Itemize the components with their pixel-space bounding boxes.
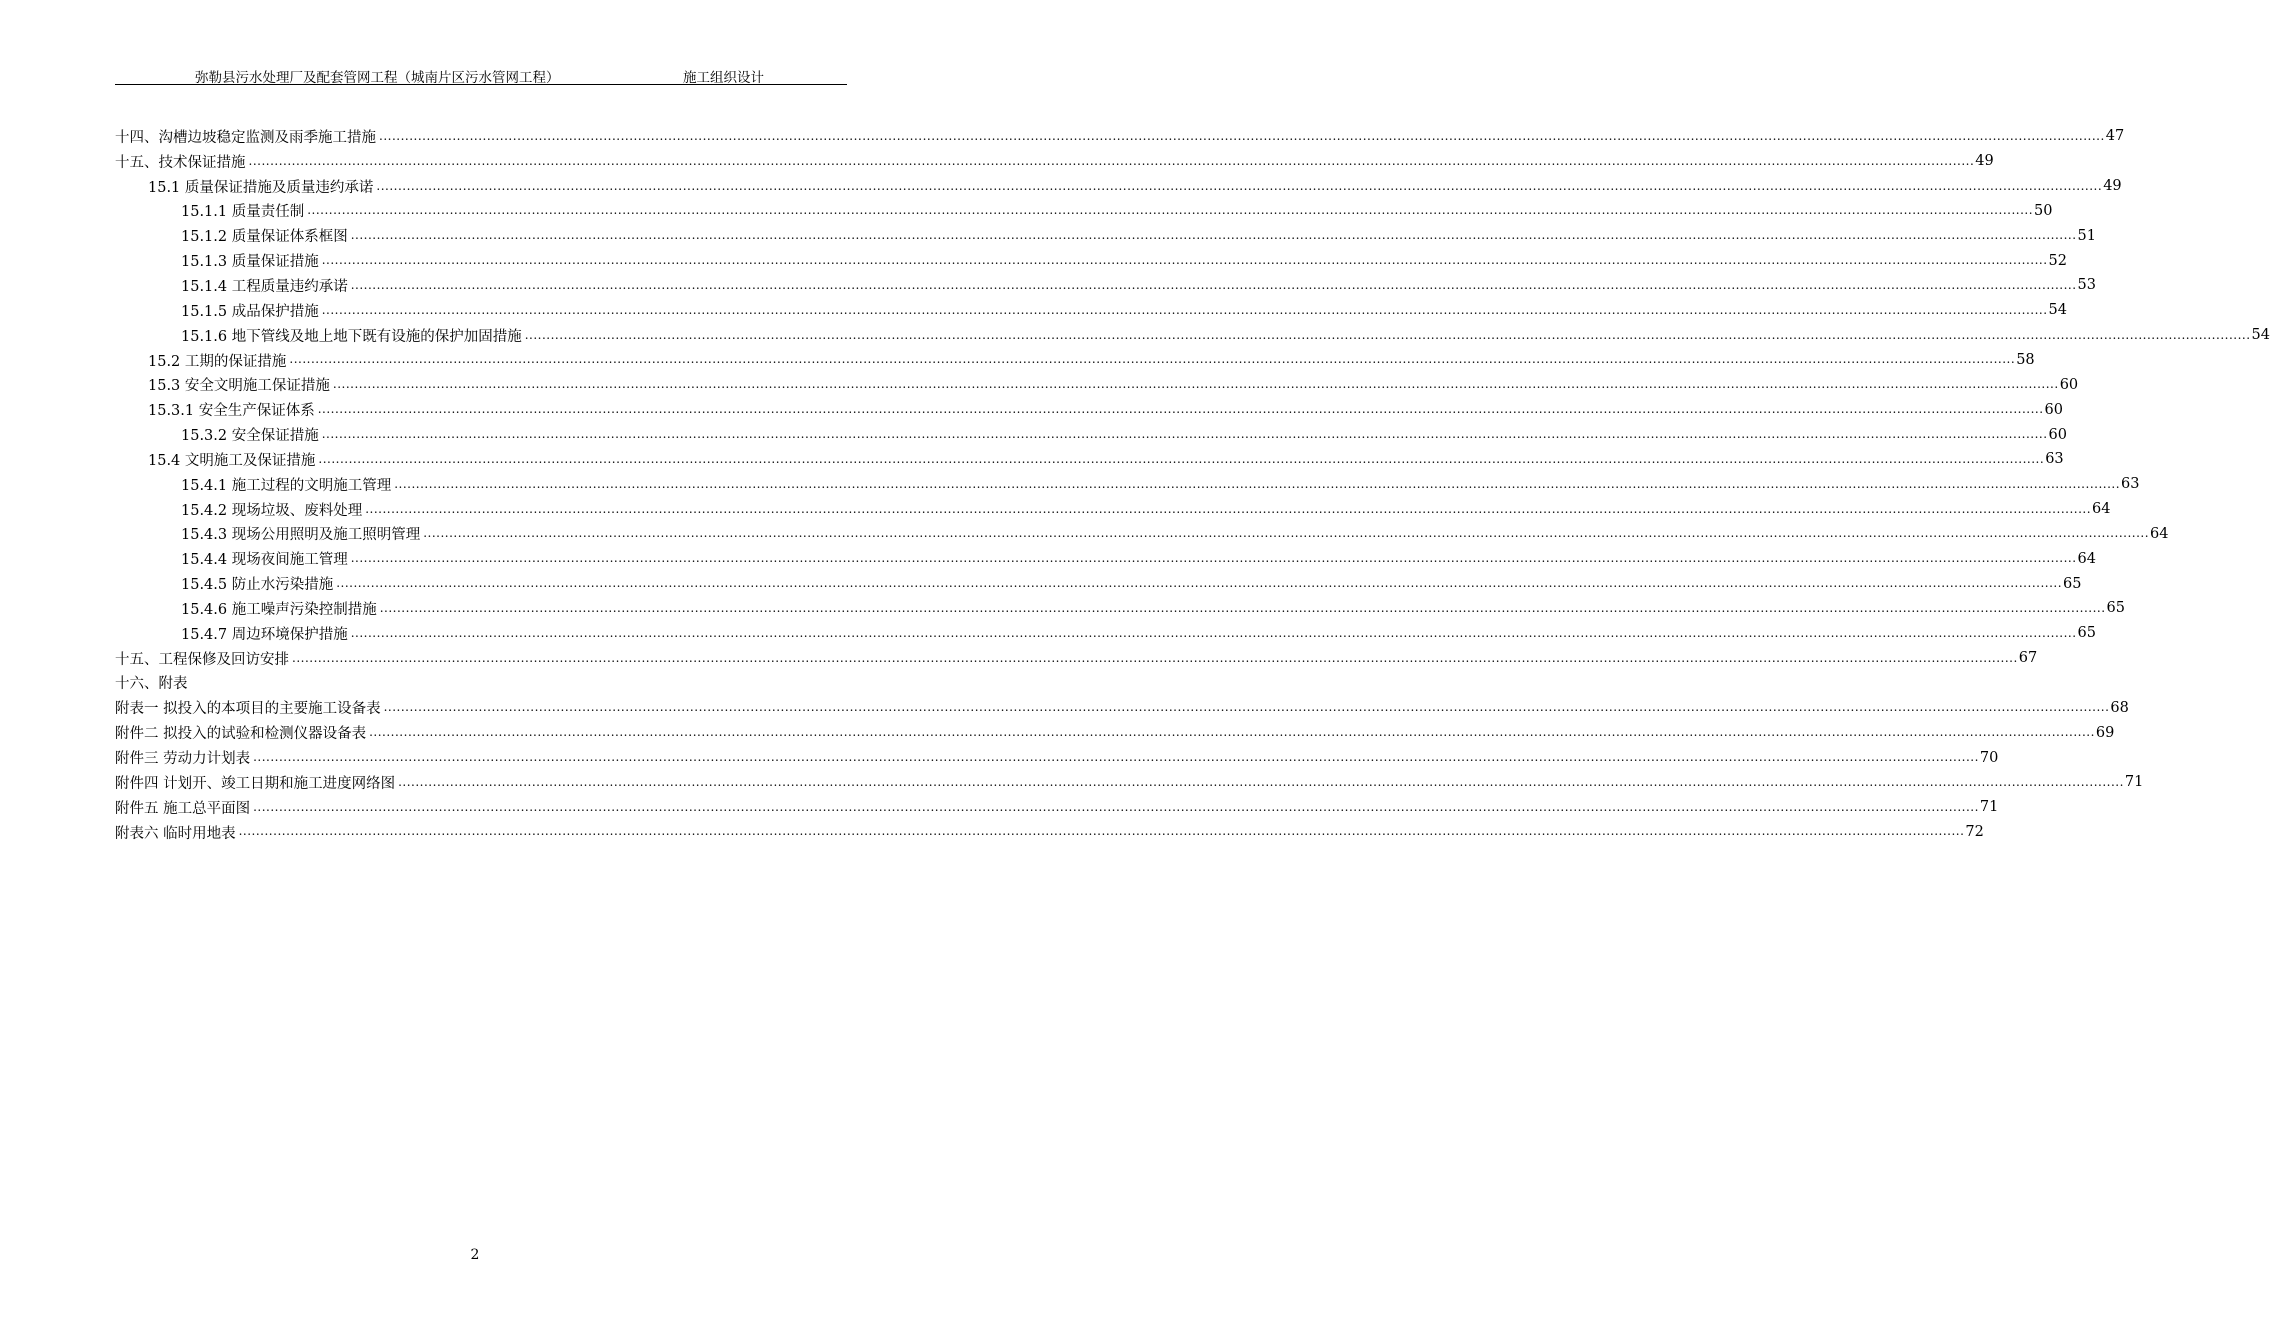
toc-entry[interactable]: [115, 646, 2038, 671]
toc-entry-title: 15.4.3 现场公用照明及施工照明管理: [181, 527, 421, 544]
toc-entry-page-number: 52: [2048, 252, 2067, 269]
toc-entry[interactable]: [115, 795, 1999, 820]
toc-entry-title: 十四、沟槽边坡稳定监测及雨季施工措施: [115, 129, 376, 146]
toc-entry[interactable]: [115, 174, 2122, 199]
toc-dot-leader: ................................................................................................................................................................................................................................................................................................................................................................................................................: [383, 700, 2110, 715]
toc-dot-leader: ................................................................................................................................................................................................................................................................................................................................................................................................................: [248, 153, 1975, 168]
table-of-contents: [115, 124, 2270, 844]
toc-entry[interactable]: [115, 397, 2063, 422]
toc-dot-leader: ................................................................................................................................................................................................................................................................................................................................................................................................................: [350, 228, 2077, 243]
toc-entry-page-number: 60: [2044, 401, 2063, 418]
toc-dot-leader: ................................................................................................................................................................................................................................................................................................................................................................................................................: [379, 128, 2105, 143]
toc-entry-title: 15.1.5 成品保护措施: [181, 303, 319, 320]
toc-entry[interactable]: [115, 248, 2067, 273]
toc-entry[interactable]: [115, 348, 2035, 373]
toc-entry-title: 15.4.1 施工过程的文明施工管理: [181, 477, 392, 494]
toc-entry-title: 附表一 拟投入的本项目的主要施工设备表: [115, 701, 381, 718]
toc-entry[interactable]: [115, 745, 1999, 770]
toc-entry[interactable]: [115, 820, 1984, 845]
toc-dot-leader: ................................................................................................................................................................................................................................................................................................................................................................................................................: [253, 799, 1979, 814]
toc-entry[interactable]: [115, 298, 2067, 323]
toc-dot-leader: ................................................................................................................................................................................................................................................................................................................................................................................................................: [350, 625, 2077, 640]
toc-entry[interactable]: [115, 546, 2096, 571]
toc-entry[interactable]: [115, 323, 2270, 348]
toc-entry-title: 十五、工程保修及回访安排: [115, 651, 289, 668]
toc-dot-leader: ................................................................................................................................................................................................................................................................................................................................................................................................................: [292, 650, 2018, 665]
toc-dot-leader: ................................................................................................................................................................................................................................................................................................................................................................................................................: [317, 402, 2044, 417]
toc-entry-page-number: 71: [2124, 774, 2144, 791]
toc-entry-title: 十五、技术保证措施: [115, 154, 246, 171]
toc-entry-page-number: 65: [2106, 600, 2125, 617]
page-number: 2: [470, 1247, 480, 1263]
toc-entry-page-number: 60: [2048, 426, 2067, 443]
toc-entry[interactable]: [115, 149, 1994, 174]
toc-dot-leader: ................................................................................................................................................................................................................................................................................................................................................................................................................: [369, 725, 2095, 740]
toc-entry-title: 附表六 临时用地表: [115, 825, 236, 842]
toc-entry[interactable]: [115, 571, 2082, 596]
toc-dot-leader: ................................................................................................................................................................................................................................................................................................................................................................................................................: [321, 302, 2048, 317]
toc-entry-page-number: 64: [2092, 501, 2111, 518]
toc-entry-title: 15.4 文明施工及保证措施: [148, 452, 316, 469]
toc-entry-page-number: 60: [2059, 376, 2079, 393]
toc-dot-leader: ................................................................................................................................................................................................................................................................................................................................................................................................................: [365, 501, 2092, 516]
toc-entry[interactable]: [115, 720, 2115, 745]
toc-dot-leader: ................................................................................................................................................................................................................................................................................................................................................................................................................: [350, 277, 2077, 292]
toc-entry[interactable]: [115, 223, 2096, 248]
page-header: [115, 62, 847, 85]
toc-dot-leader: ................................................................................................................................................................................................................................................................................................................................................................................................................: [253, 749, 1979, 764]
toc-dot-leader: ................................................................................................................................................................................................................................................................................................................................................................................................................: [398, 774, 2124, 789]
toc-entry-page-number: 67: [2018, 650, 2038, 667]
toc-entry[interactable]: [115, 273, 2096, 298]
toc-dot-leader: ................................................................................................................................................................................................................................................................................................................................................................................................................: [423, 526, 2150, 541]
toc-entry-title: 附件二 拟投入的试验和检测仪器设备表: [115, 726, 367, 743]
toc-entry-title: 15.4.7 周边环境保护措施: [181, 626, 348, 643]
toc-entry-title: 15.3.1 安全生产保证体系: [148, 403, 315, 420]
header-project-title: 弥勒县污水处理厂及配套管网工程（城南片区污水管网工程）: [195, 70, 560, 86]
toc-dot-leader: ................................................................................................................................................................................................................................................................................................................................................................................................................: [321, 253, 2048, 268]
toc-entry[interactable]: [115, 621, 2096, 646]
toc-entry-page-number: 63: [2045, 451, 2064, 468]
header-document-type: 施工组织设计: [683, 70, 764, 86]
toc-entry-page-number: 64: [2077, 550, 2096, 567]
toc-entry-title: 15.4.5 防止水污染措施: [181, 577, 334, 594]
toc-entry-page-number: 47: [2105, 128, 2125, 145]
toc-entry-page-number: 49: [1975, 153, 1994, 170]
toc-entry-page-number: 71: [1979, 799, 1999, 816]
toc-entry[interactable]: [115, 447, 2064, 472]
toc-entry-title: 15.1.1 质量责任制: [181, 204, 305, 221]
toc-entry[interactable]: [115, 124, 2125, 149]
toc-dot-leader: ................................................................................................................................................................................................................................................................................................................................................................................................................: [376, 178, 2103, 193]
toc-dot-leader: ................................................................................................................................................................................................................................................................................................................................................................................................................: [318, 451, 2045, 466]
toc-entry-page-number: 65: [2077, 625, 2096, 642]
toc-dot-leader: ................................................................................................................................................................................................................................................................................................................................................................................................................: [336, 576, 2063, 591]
toc-dot-leader: ................................................................................................................................................................................................................................................................................................................................................................................................................: [394, 476, 2121, 491]
toc-entry-page-number: 58: [2016, 352, 2035, 369]
toc-entry-title: 15.1.2 质量保证体系框图: [181, 229, 348, 246]
toc-entry-title: 附件四 计划开、竣工日期和施工进度网络图: [115, 775, 396, 792]
toc-entry-page-number: 72: [1965, 824, 1984, 841]
toc-entry-title: 15.1.3 质量保证措施: [181, 254, 319, 271]
toc-entry-page-number: 50: [2034, 202, 2053, 219]
toc-entry[interactable]: [115, 422, 2067, 447]
toc-dot-leader: ................................................................................................................................................................................................................................................................................................................................................................................................................: [524, 327, 2251, 342]
toc-entry-title: 附件五 施工总平面图: [115, 800, 251, 817]
toc-entry-page-number: 70: [1979, 749, 1999, 766]
toc-entry-title: 15.1 质量保证措施及质量违约承诺: [148, 179, 374, 196]
toc-entry[interactable]: [115, 199, 2053, 224]
toc-entry-page-number: 65: [2063, 575, 2082, 592]
toc-entry[interactable]: [115, 695, 2129, 720]
toc-entry[interactable]: [115, 770, 2144, 795]
toc-entry-page-number: 64: [2150, 525, 2169, 542]
toc-entry-title: 15.3 安全文明施工保证措施: [148, 378, 330, 395]
toc-entry-title: 15.2 工期的保证措施: [148, 353, 287, 370]
toc-entry-page-number: 69: [2095, 724, 2115, 741]
toc-entry-page-number: 68: [2110, 699, 2129, 716]
toc-entry-page-number: 51: [2077, 227, 2096, 244]
toc-entry-page-number: 53: [2077, 277, 2096, 294]
toc-entry-page-number: 63: [2121, 476, 2140, 493]
toc-entry-page-number: 54: [2048, 302, 2067, 319]
toc-entry-title: 15.1.4 工程质量违约承诺: [181, 278, 348, 295]
toc-entry[interactable]: [115, 472, 2140, 497]
toc-entry-title: 15.3.2 安全保证措施: [181, 428, 319, 445]
toc-dot-leader: ................................................................................................................................................................................................................................................................................................................................................................................................................: [350, 551, 2077, 566]
toc-entry[interactable]: [115, 596, 2125, 621]
toc-entry[interactable]: [115, 671, 847, 696]
toc-dot-leader: ................................................................................................................................................................................................................................................................................................................................................................................................................: [307, 203, 2034, 218]
toc-dot-leader: ................................................................................................................................................................................................................................................................................................................................................................................................................: [379, 600, 2106, 615]
toc-dot-leader: ................................................................................................................................................................................................................................................................................................................................................................................................................: [238, 824, 1965, 839]
toc-dot-leader: ................................................................................................................................................................................................................................................................................................................................................................................................................: [332, 377, 2059, 392]
toc-entry-page-number: 49: [2103, 178, 2122, 195]
toc-entry[interactable]: [115, 497, 2111, 522]
toc-entry-title: 十六、附表: [115, 676, 188, 693]
toc-entry-page-number: 54: [2251, 327, 2270, 344]
toc-dot-leader: ................................................................................................................................................................................................................................................................................................................................................................................................................: [289, 352, 2016, 367]
toc-entry-title: 15.4.6 施工噪声污染控制措施: [181, 601, 377, 618]
toc-entry[interactable]: [115, 372, 2079, 397]
toc-entry-title: 15.1.6 地下管线及地上地下既有设施的保护加固措施: [181, 328, 522, 345]
toc-entry-title: 附件三 劳动力计划表: [115, 751, 251, 768]
toc-entry-title: 15.4.2 现场垃圾、废料处理: [181, 502, 363, 519]
toc-dot-leader: ................................................................................................................................................................................................................................................................................................................................................................................................................: [321, 426, 2048, 441]
toc-entry[interactable]: [115, 522, 2169, 547]
toc-entry-title: 15.4.4 现场夜间施工管理: [181, 552, 348, 569]
